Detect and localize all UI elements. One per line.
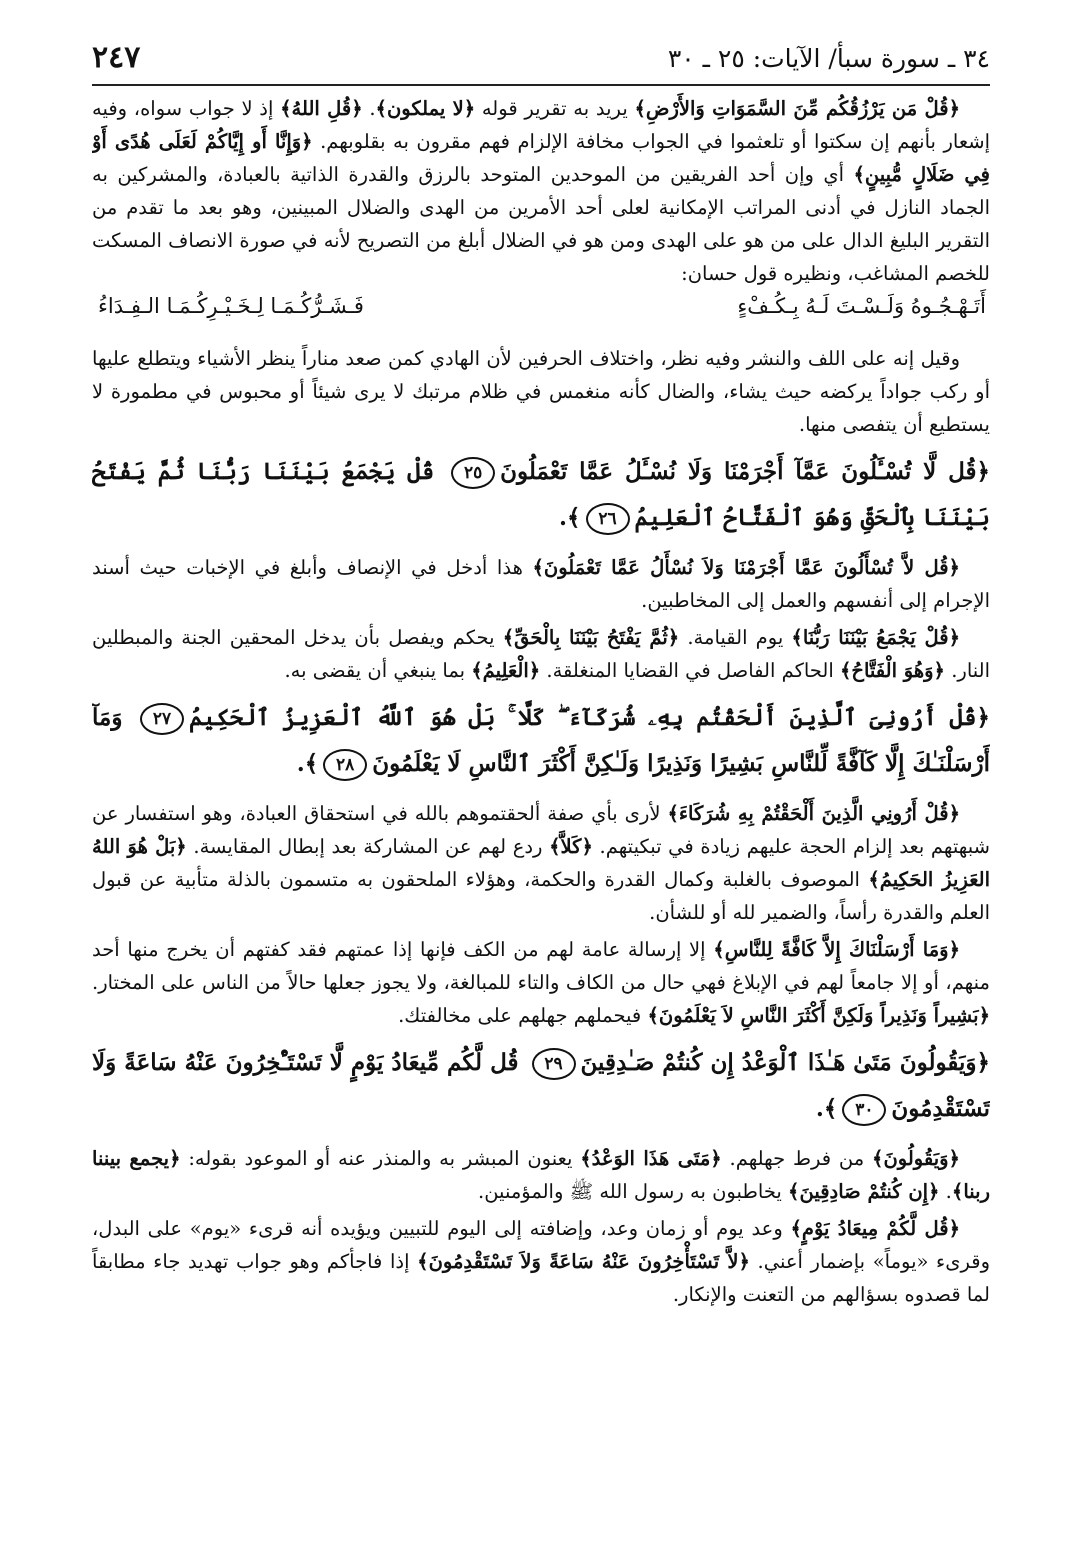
commentary-paragraph bbox=[92, 621, 990, 687]
header-rule bbox=[92, 84, 990, 86]
ayah-number-marker: ٢٦ bbox=[586, 503, 630, 535]
commentary-paragraph bbox=[92, 1212, 990, 1311]
quoted-verse-text: ﴿وَيَقُولُونَ﴾ bbox=[872, 1147, 960, 1170]
verse-text: قُلْ يَجْمَعُ بَيْنَنَا رَبُّنَا ثُمَّ يَفْتَحُ بَيْنَنَا بِٱلْحَقِّ وَهُوَ ٱلْفَتَّاحُ ٱلْعَلِيمُ bbox=[92, 458, 990, 531]
quoted-verse-text: ﴿قُلِ اللهُ﴾ bbox=[280, 97, 363, 120]
commentary-text: هذا أدخل في الإنصاف وأبلغ في الإخبات حيث أسند الإجرام إلى أنفسهم والعمل إلى المخاطبين. bbox=[92, 556, 990, 612]
quoted-verse-text: ﴿بَشِيراً وَنَذِيراً وَلَكِنَّ أَكْثَرَ النَّاسِ لاَ يَعْلَمُونَ﴾ bbox=[647, 1004, 990, 1027]
commentary-text: وقيل إنه على اللف والنشر وفيه نظر، واختلاف الحرفين لأن الهادي كمن صعد مناراً ينظر الأشياء ويتطلع عليها أو ركب جواداً يركضه حيث يشاء، والضال كأنه منغمس في ظلام مرتبك لا يرى شيئاً أو محبوس في مطمورة لا يستطيع أن يتفصى منها. bbox=[92, 347, 990, 436]
quoted-verse-text: ﴿مَتَى هَذَا الوَعْدُ﴾ bbox=[580, 1147, 722, 1170]
commentary-text: لأرى بأي صفة ألحقتموهم بالله في استحقاق العبادة، وهو استفسار عن شبهتهم بعد إلزام الحجة عليهم زيادة في تبكيتهم. bbox=[92, 802, 990, 858]
commentary-paragraph bbox=[92, 551, 990, 617]
commentary-text: إلا إرسالة عامة لهم من الكف فإنها إذا عمتهم فقد كفتهم أن يخرج منها أحد منهم، أو إلا جامعاً لهم في الإبلاغ فهي حال من الكاف والتاء للمبالغة، ولا يجوز جعلها حالاً من الناس على المختار. bbox=[92, 938, 990, 994]
quoted-verse-text: ﴿وَمَا أَرْسَلْنَاكَ إِلاَّ كَافَّةً لِلنَّاسِ﴾ bbox=[713, 938, 960, 961]
quoted-verse-text: ﴿قُلْ يَجْمَعُ بَيْنَنَا رَبُّنَا﴾ bbox=[791, 626, 960, 649]
verse-text: قُل لَّكُم مِّيعَادُ يَوْمٍ لَّا تَسْتَـْٔخِرُونَ عَنْهُ سَاعَةً وَلَا تَسْتَقْدِمُونَ bbox=[92, 1049, 990, 1122]
ayah-number-marker: ٢٧ bbox=[140, 703, 184, 735]
commentary-paragraph bbox=[92, 1142, 990, 1208]
commentary-text: أي وإن أحد الفريقين من الموحدين المتوحد بالرزق والقدرة الذاتية بالعبادة، والمشركين به الجماد النازل في أدنى المراتب الإمكانية لعلى أحد الأمرين من الهدى والضلال المبينين، وهو بعد ما تقدم من التقرير البليغ الدال على من هو على الهدى ومن هو في الضلال أبلغ من التصريح لأنه في صورة الانصاف المسكت للخصم المشاغب، ونظيره قول حسان: bbox=[92, 163, 990, 285]
commentary-paragraph bbox=[92, 797, 990, 929]
quoted-verse-text: ﴿قُلْ أَرُونِي الَّذِينَ أَلْحَقْتُمْ بِهِ شُرَكَاءَ﴾ bbox=[667, 802, 960, 825]
page-number: ٢٤٧ bbox=[92, 40, 141, 75]
verse-text: وَمَآ أَرْسَلْنَـٰكَ إِلَّا كَآفَّةً لِّلنَّاسِ بَشِيرًا وَنَذِيرًا وَلَـٰكِنَّ أَكْثَرَ ٱلنَّاسِ لَا يَعْلَمُونَ bbox=[92, 704, 990, 777]
poem-verse bbox=[92, 294, 990, 334]
verse-text: ﴿قُلْ أَرُونِىَ ٱلَّذِينَ أَلْحَقْتُم بِهِۦ شُرَكَآءَ ۖ كَلَّا ۚ بَلْ هُوَ ٱللَّهُ ٱلْعَزِيزُ ٱلْحَكِيمُ bbox=[189, 704, 990, 731]
page-header bbox=[92, 40, 990, 80]
quran-verse-block bbox=[92, 449, 990, 541]
quoted-verse-text: ﴿قُل لَّكُمْ مِيعَادُ يَوْمٍ﴾ bbox=[790, 1217, 960, 1240]
quoted-verse-text: ﴿كَلاَّ﴾ bbox=[549, 835, 593, 858]
commentary-text: . bbox=[362, 97, 376, 120]
commentary-text: يخاطبون به رسول الله ﷺ والمؤمنين. bbox=[478, 1180, 789, 1203]
commentary-paragraph bbox=[92, 342, 990, 441]
quoted-verse-text: ﴿وَهُوَ الْفَتَّاحُ﴾ bbox=[839, 659, 945, 682]
commentary-text: يحكم ويفصل بأن يدخل المحقين الجنة والمبطلين النار. bbox=[92, 626, 990, 682]
quoted-verse-text: ﴿ثُمَّ يَفْتَحُ بَيْنَنَا بِالْحَقِّ﴾ bbox=[502, 626, 680, 649]
quoted-verse-text: ﴿قُلْ مَن يَرْزُقُكُم مِّنَ السَّمَوَاتِ وَالأَرْضِ﴾ bbox=[634, 97, 960, 120]
ayah-number-marker: ٢٨ bbox=[323, 749, 367, 781]
page-body bbox=[92, 92, 990, 1532]
commentary-text: الموصوف بالغلبة وكمال القدرة والحكمة، وهؤلاء الملحقون به متسمون بالذلة متأبية عن قبول العلم والقدرة رأساً، والضمير لله أو للشأن. bbox=[92, 868, 990, 924]
verse-text: ﴾. bbox=[296, 750, 319, 777]
commentary-text: إذ لا جواب سواه، وفيه إشعار بأنهم إن سكتوا أو تلعثموا في الجواب مخافة الإلزام فهم مقرون به بقلوبهم. bbox=[92, 97, 990, 153]
commentary-text: الحاكم الفاصل في القضايا المنغلقة. bbox=[540, 659, 840, 682]
commentary-text: . bbox=[939, 1180, 952, 1203]
quran-verse-block bbox=[92, 1040, 990, 1132]
verse-text: ﴾. bbox=[559, 504, 581, 531]
commentary-text: فيحملهم جهلهم على مخالفتك. bbox=[398, 1004, 648, 1027]
commentary-paragraph bbox=[92, 933, 990, 1032]
quoted-verse-text: ﴿لا يملكون﴾ bbox=[375, 97, 476, 120]
quoted-verse-text: ﴿الْعَلِيمُ﴾ bbox=[471, 659, 541, 682]
ayah-number-marker: ٣٠ bbox=[842, 1094, 886, 1126]
quoted-verse-text: ﴿قُل لاَّ تُسْأَلُونَ عَمَّا أَجْرَمْنَا وَلاَ نُسْأَلُ عَمَّا تَعْمَلُونَ﴾ bbox=[532, 556, 960, 579]
running-title: ٣٤ ـ سورة سبأ/ الآيات: ٢٥ ـ ٣٠ bbox=[667, 44, 990, 73]
commentary-text: وعد يوم أو زمان وعد، وإضافته إلى اليوم للتبيين ويؤيده أنه قرىء «يوم» على البدل، وقرىء «يوماً» بإضمار أعني. bbox=[92, 1217, 990, 1273]
commentary-text: يريد به تقرير قوله bbox=[475, 97, 635, 120]
commentary-text: يوم القيامة. bbox=[679, 626, 792, 649]
ayah-number-marker: ٢٩ bbox=[532, 1048, 576, 1080]
quoted-verse-text: ﴿وَإِنَّا أَو إِيَّاكُمْ لَعَلَى هُدًى أَوْ فِي ضَلَالٍ مُّبِينٍ﴾ bbox=[92, 130, 990, 186]
commentary-paragraph bbox=[92, 92, 990, 290]
quran-verse-block bbox=[92, 695, 990, 787]
poem-second-hemistich: فَـشَـرُّكُـمَـا لِـخَـيْـرِكُـمَـا الـفِـدَاءُ bbox=[98, 294, 364, 318]
ayah-number-marker: ٢٥ bbox=[451, 457, 495, 489]
commentary-text: يعنون المبشر به والمنذر عنه أو الموعود بقوله: bbox=[180, 1147, 581, 1170]
quoted-verse-text: ﴿بَلْ هُوَ اللهُ العَزِيزُ الحَكِيمُ﴾ bbox=[92, 835, 990, 891]
poem-first-hemistich: أَتَـهْـجُـوهُ وَلَـسْـتَ لَـهُ بِـكُـفْءٍ bbox=[737, 294, 986, 318]
commentary-text: ردع لهم عن المشاركة بعد إبطال المقايسة. bbox=[186, 835, 550, 858]
verse-text: ﴿وَيَقُولُونَ مَتَىٰ هَـٰذَا ٱلْوَعْدُ إِن كُنتُمْ صَـٰدِقِينَ bbox=[580, 1049, 990, 1076]
quoted-verse-text: ﴿إِن كُنتُمْ صَادِقِينَ﴾ bbox=[788, 1180, 940, 1203]
quoted-verse-text: ﴿يجمع بيننا ربنا﴾ bbox=[92, 1147, 990, 1203]
commentary-text: بما ينبغي أن يقضى به. bbox=[284, 659, 472, 682]
verse-text: ﴿قُل لَّا تُسْـَٔلُونَ عَمَّآ أَجْرَمْنَا وَلَا نُسْـَٔلُ عَمَّا تَعْمَلُونَ bbox=[500, 458, 990, 485]
verse-text: ﴾. bbox=[815, 1095, 838, 1122]
commentary-text: من فرط جهلهم. bbox=[721, 1147, 873, 1170]
quoted-verse-text: ﴿لاَّ تَسْتَأْخِرُونَ عَنْهُ سَاعَةً وَلاَ تَسْتَقْدِمُونَ﴾ bbox=[417, 1250, 750, 1273]
commentary-text: إذا فاجأكم وهو جواب تهديد جاء مطابقاً لما قصدوه بسؤالهم من التعنت والإنكار. bbox=[92, 1250, 990, 1306]
